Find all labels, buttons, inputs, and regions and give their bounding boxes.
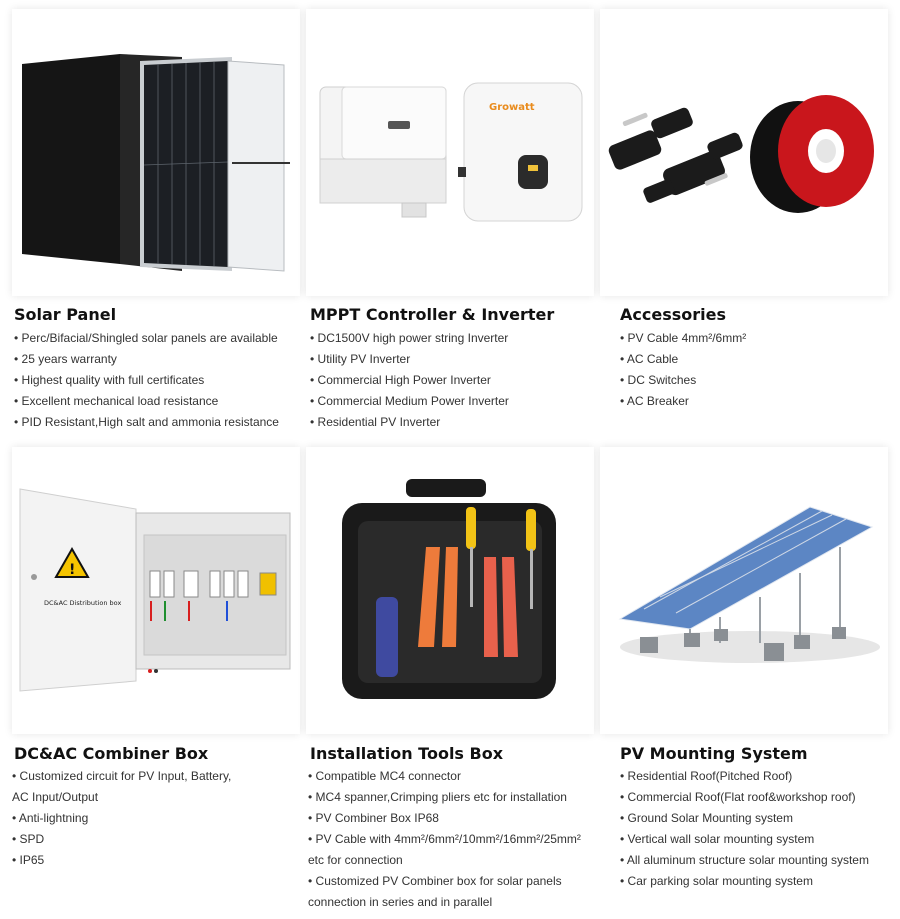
mounting-system-feature-list bbox=[620, 766, 869, 892]
list-item: AC Input/Output bbox=[12, 790, 99, 804]
list-item: • Ground Solar Mounting system bbox=[620, 811, 793, 825]
list-item: • SPD bbox=[12, 832, 45, 846]
mounting-system-title: PV Mounting System bbox=[620, 744, 808, 763]
list-item: • Anti-lightning bbox=[12, 811, 89, 825]
list-item: • Customized PV Combiner box for solar panels bbox=[308, 874, 562, 888]
tools-box-illustration bbox=[306, 447, 594, 734]
list-item: • Residential PV Inverter bbox=[310, 415, 441, 429]
tools-box-feature-list bbox=[308, 766, 581, 913]
svg-text:!: ! bbox=[69, 562, 76, 578]
list-item: • Vertical wall solar mounting system bbox=[620, 832, 815, 846]
solar-panel-image bbox=[12, 9, 300, 296]
list-item: • PV Combiner Box IP68 bbox=[308, 811, 439, 825]
combiner-box-title: DC&AC Combiner Box bbox=[14, 744, 209, 763]
distribution-box-label: DC&AC Distribution box bbox=[44, 599, 122, 607]
list-item: • AC Breaker bbox=[620, 394, 689, 408]
solar-panel-feature-list bbox=[14, 328, 279, 433]
list-item: • IP65 bbox=[12, 853, 45, 867]
accessories-feature-list bbox=[620, 328, 746, 412]
list-item: • MC4 spanner,Crimping pliers etc for installation bbox=[308, 790, 567, 804]
list-item: • Compatible MC4 connector bbox=[308, 769, 461, 783]
mounting-system-illustration bbox=[600, 447, 888, 734]
list-item: • Commercial Roof(Flat roof&workshop roof) bbox=[620, 790, 856, 804]
list-item: • AC Cable bbox=[620, 352, 679, 366]
accessories-illustration bbox=[600, 9, 888, 296]
list-item: • Customized circuit for PV Input, Battery, bbox=[12, 769, 232, 783]
list-item: • Residential Roof(Pitched Roof) bbox=[620, 769, 793, 783]
inverter-title: MPPT Controller & Inverter bbox=[310, 305, 555, 324]
list-item: • PID Resistant,High salt and ammonia resistance bbox=[14, 415, 279, 429]
list-item: • Perc/Bifacial/Shingled solar panels are available bbox=[14, 331, 278, 345]
accessories-title: Accessories bbox=[620, 305, 726, 324]
growatt-logo: Growatt bbox=[489, 102, 535, 113]
list-item: • Car parking solar mounting system bbox=[620, 874, 813, 888]
list-item: • 25 years warranty bbox=[14, 352, 117, 366]
list-item: • DC Switches bbox=[620, 373, 697, 387]
list-item: etc for connection bbox=[308, 853, 403, 867]
inverter-image bbox=[306, 9, 594, 296]
solar-panel-title: Solar Panel bbox=[14, 305, 117, 324]
tools-box-image bbox=[306, 447, 594, 734]
list-item: • PV Cable 4mm²/6mm² bbox=[620, 331, 747, 345]
solar-panel-illustration bbox=[12, 9, 300, 296]
inverter-illustration bbox=[306, 9, 594, 296]
list-item: • DC1500V high power string Inverter bbox=[310, 331, 509, 345]
list-item: • Utility PV Inverter bbox=[310, 352, 411, 366]
list-item: • Excellent mechanical load resistance bbox=[14, 394, 219, 408]
combiner-box-feature-list bbox=[12, 766, 231, 871]
list-item: • Commercial High Power Inverter bbox=[310, 373, 491, 387]
list-item: • All aluminum structure solar mounting system bbox=[620, 853, 869, 867]
tools-box-title: Installation Tools Box bbox=[310, 744, 504, 763]
mounting-system-image bbox=[600, 447, 888, 734]
list-item: • Highest quality with full certificates bbox=[14, 373, 205, 387]
list-item: connection in series and in parallel bbox=[308, 895, 493, 909]
inverter-feature-list bbox=[310, 328, 509, 433]
combiner-box-illustration bbox=[12, 447, 300, 734]
list-item: • PV Cable with 4mm²/6mm²/10mm²/16mm²/25mm² bbox=[308, 832, 581, 846]
combiner-box-image bbox=[12, 447, 300, 734]
list-item: • Commercial Medium Power Inverter bbox=[310, 394, 509, 408]
accessories-image bbox=[600, 9, 888, 296]
